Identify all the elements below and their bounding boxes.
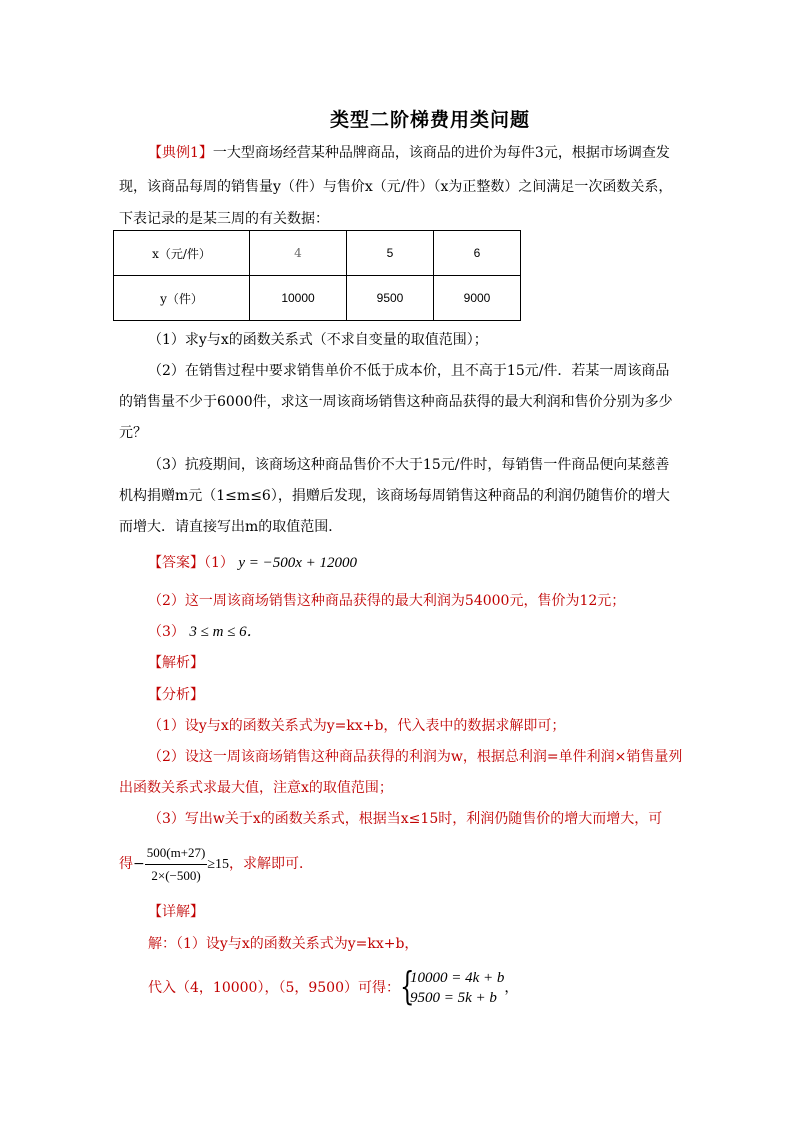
question-2-line-2: 的销售量不少于6000件，求这一周该商场销售这种商品获得的最大利润和售价分别为多少 <box>119 394 673 410</box>
analysis-sub-tag: 【分析】 <box>148 687 204 703</box>
table-cell: x（元/件） <box>114 231 250 276</box>
answer-line-2: （2）这一周该商场销售这种商品获得的最大利润为54000元，售价为12元； <box>148 593 626 609</box>
example-tag: 【典例1】 <box>148 145 213 161</box>
table-cell: 9000 <box>434 276 521 321</box>
page-title: 类型二阶梯费用类问题 <box>329 109 530 131</box>
table-cell: 5 <box>347 231 434 276</box>
answer-1-formula: y = −500x + 12000 <box>238 555 358 571</box>
detail-line-2: 代入（4，10000），（5，9500）可得： { 10000 = 4k + b 9500 = 5k + b ， <box>148 964 519 1008</box>
table-cell: 6 <box>434 231 521 276</box>
answer-line-3: （3） 3 ≤ m ≤ 6． <box>148 624 262 640</box>
table-row <box>114 231 521 276</box>
fraction: $\frac{500(m+27)}{2\times(-500)}$ <box>146 844 206 883</box>
question-3-line-3: 而增大．请直接写出m的取值范围． <box>119 519 343 535</box>
data-table <box>113 230 521 321</box>
table-row <box>114 276 521 321</box>
analysis-point-3-line-2: 得− $\frac{500(m+27)}{2\times(-500)}$ ≥15，求解即可． <box>119 840 679 888</box>
question-1: （1）求y与x的函数关系式（不求自变量的取值范围）； <box>148 332 488 348</box>
brace-icon: { <box>399 964 415 1008</box>
table-cell: 4 <box>250 231 347 276</box>
question-3-line-2: 机构捐赠m元（1≤m≤6），捐赠后发现，该商场每周销售这种商品的利润仍随售价的增大 <box>119 488 670 504</box>
answer-line-1: 【答案】（1） y = −500x + 12000 <box>148 555 358 571</box>
example-line-1: 【典例1】一大型商场经营某种品牌商品，该商品的进价为每件3元，根据市场调查发 <box>148 145 670 161</box>
analysis-point-1: （1）设y与x的函数关系式为y=kx+b，代入表中的数据求解即可； <box>148 718 566 734</box>
question-2-line-3: 元？ <box>119 425 147 441</box>
analysis-point-2-line-1: （2）设这一周该商场销售这种商品获得的利润为w，根据总利润=单件利润×销售量列 <box>148 749 683 765</box>
table-cell: 10000 <box>250 276 347 321</box>
detail-tag: 【详解】 <box>148 904 204 920</box>
analysis-point-3-line-1: （3）写出w关于x的函数关系式，根据当x≤15时，利润仍随售价的增大而增大，可 <box>148 811 663 827</box>
example-line-3: 下表记录的是某三周的有关数据： <box>119 211 329 227</box>
table-cell: 9500 <box>347 276 434 321</box>
answer-tag: 【答案】 <box>148 555 204 571</box>
question-3-line-1: （3）抗疫期间，该商场这种商品售价不大于15元/件时，每销售一件商品便向某慈善 <box>148 457 670 473</box>
analysis-tag: 【解析】 <box>148 655 204 671</box>
answer-3-formula: 3 ≤ m ≤ 6． <box>189 624 262 640</box>
question-2-line-1: （2）在销售过程中要求销售单价不低于成本价，且不高于15元/件．若某一周该商品 <box>148 363 670 379</box>
equation-system: { 10000 = 4k + b 9500 = 5k + b <box>399 964 505 1008</box>
example-line-2: 现，该商品每周的销售量y（件）与售价x（元/件）（x为正整数）之间满足一次函数关系， <box>119 179 673 195</box>
table-cell: y（件） <box>114 276 250 321</box>
analysis-point-2-line-2: 出函数关系式求最大值，注意x的取值范围； <box>119 780 393 796</box>
detail-line-1: 解：（1）设y与x的函数关系式为y=kx+b， <box>148 936 419 952</box>
